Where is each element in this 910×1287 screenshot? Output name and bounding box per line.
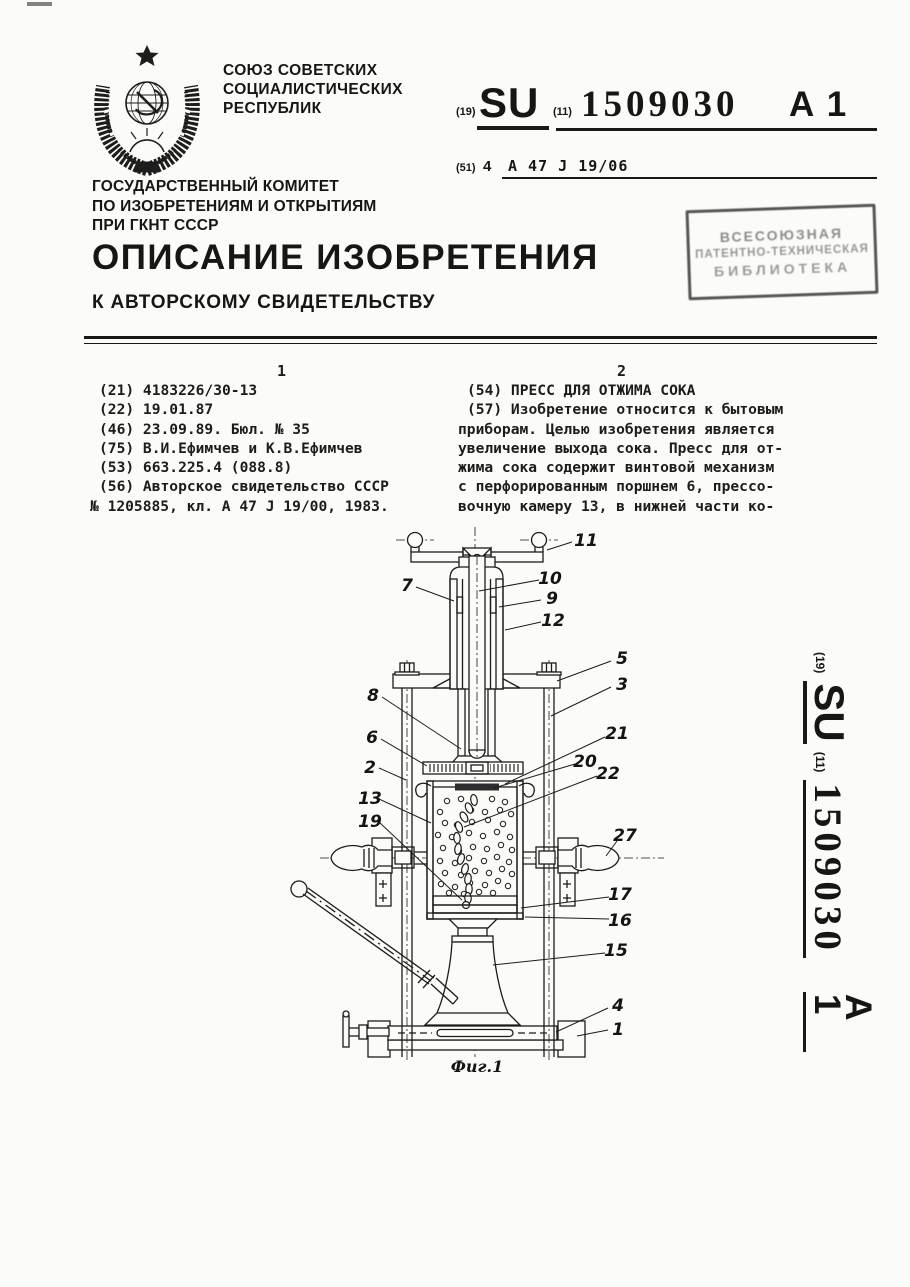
code-11-label: (11)	[553, 106, 572, 118]
figure-callout-8: 8	[367, 686, 379, 706]
committee-line: ГОСУДАРСТВЕННЫЙ КОМИТЕТ	[92, 178, 339, 195]
abstract-line: увеличение выхода сока. Пресс для от-	[458, 439, 784, 457]
callout-leader-line	[525, 917, 609, 919]
code-19-label: (19)	[456, 106, 476, 118]
committee-line: ПРИ ГКНТ СССР	[92, 217, 219, 234]
figure-callout-11: 11	[574, 531, 598, 551]
document-subtitle: К АВТОРСКОМУ СВИДЕТЕЛЬСТВУ	[92, 292, 436, 313]
union-name-block	[223, 61, 403, 118]
union-name-line: СОЮЗ СОВЕТСКИХ	[223, 62, 378, 79]
abstract-line: (54) ПРЕСС ДЛЯ ОТЖИМА СОКА	[467, 382, 696, 399]
publication-number: 1509030	[803, 780, 844, 958]
divider-rule-thin	[84, 343, 877, 344]
number-underline	[556, 128, 877, 131]
callout-leader-line	[379, 799, 431, 823]
figure-callout-21: 21	[605, 724, 629, 744]
biblio-line: (46) 23.09.89. Бюл. № 35	[99, 420, 310, 438]
figure-callout-15: 15	[604, 941, 628, 961]
abstract-line: приборам. Целью изобретения является	[458, 420, 775, 438]
figure-callout-27: 27	[613, 826, 637, 846]
column-number-right: 2	[617, 362, 627, 380]
stamp-line: ВСЕСОЮЗНАЯ	[719, 224, 844, 246]
figure-callout-19: 19	[358, 812, 382, 832]
figure-press-drawing	[270, 519, 670, 1081]
figure-callout-9: 9	[546, 589, 558, 609]
callout-leader-line	[557, 661, 611, 681]
screw-mechanism	[396, 533, 558, 764]
country-code: SU	[803, 681, 847, 743]
figure-callout-20: 20	[573, 752, 597, 772]
rotated-publication-code	[803, 652, 879, 1052]
figure-callout-7: 7	[401, 576, 413, 596]
abstract-line: вочную камеру 13, в нижней части ко-	[458, 497, 775, 515]
kind-code: A 1	[803, 992, 874, 1052]
abstract-line: (57) Изобретение относится к бытовым	[467, 401, 784, 419]
divider-rule-thick	[84, 336, 877, 339]
abstract-line: с перфорированным поршнем 6, прессо-	[458, 478, 775, 496]
pressing-chamber	[416, 781, 535, 919]
callout-leader-line	[505, 622, 541, 630]
ipc-underline	[502, 177, 877, 179]
side-clamp-left	[320, 838, 427, 906]
biblio-line: (53) 663.225.4 (088.8)	[99, 459, 293, 477]
callout-leader-line	[499, 600, 541, 607]
code-19-label: (19)	[813, 652, 828, 674]
callout-leader-line	[382, 697, 461, 749]
stamp-line: ПАТЕНТНО-ТЕХНИЧЕСКАЯ	[694, 242, 870, 262]
callout-leader-line	[381, 739, 427, 766]
scan-corner-mark	[27, 2, 52, 6]
figure-callout-13: 13	[358, 789, 382, 809]
figure-callout-16: 16	[608, 911, 632, 931]
callout-leader-line	[416, 587, 454, 601]
document-title: ОПИСАНИЕ ИЗОБРЕТЕНИЯ	[92, 238, 599, 277]
jack	[425, 928, 520, 1025]
figure-callout-1: 1	[612, 1020, 624, 1040]
abstract-column	[458, 381, 823, 516]
bibliographic-column	[90, 381, 455, 516]
code-51-label: (51)	[456, 162, 476, 174]
code-11-label: (11)	[813, 751, 828, 773]
ussr-coat-of-arms-emblem	[88, 40, 206, 178]
figure-callout-17: 17	[608, 885, 632, 905]
figure-callout-10: 10	[538, 569, 562, 589]
biblio-line: (22) 19.01.87	[99, 401, 214, 419]
figure-callout-12: 12	[541, 611, 565, 631]
ipc-edition: 4	[483, 158, 492, 175]
figure-callout-4: 4	[612, 996, 624, 1016]
callout-leader-line	[547, 542, 572, 550]
column-number-left: 1	[277, 362, 287, 380]
union-name-line: СОЦИАЛИСТИЧЕСКИХ	[223, 81, 403, 98]
perforated-piston	[423, 762, 523, 774]
committee-line: ПО ИЗОБРЕТЕНИЯМ И ОТКРЫТИЯМ	[92, 197, 377, 215]
country-code-underline	[477, 126, 549, 130]
callout-leader-line	[551, 687, 611, 716]
biblio-line: (21) 4183226/30-13	[99, 382, 258, 399]
biblio-line: (56) Авторское свидетельство СССР	[99, 478, 389, 496]
figure-callout-5: 5	[616, 649, 628, 669]
publication-number: 1509030	[581, 84, 739, 125]
kind-code: A 1	[789, 85, 849, 124]
stamp-line: БИБЛИОТЕКА	[713, 258, 852, 280]
abstract-line: жима сока содержит винтовой механизм	[458, 459, 775, 477]
drain-funnel	[449, 919, 497, 928]
figure-callout-22: 22	[596, 764, 620, 784]
biblio-line: (75) В.И.Ефимчев и К.В.Ефимчев	[99, 439, 363, 457]
union-name-line: РЕСПУБЛИК	[223, 100, 322, 117]
figure-caption: Фиг.1	[450, 1057, 504, 1076]
figure-callout-6: 6	[366, 728, 378, 748]
figure-callout-3: 3	[616, 675, 628, 695]
figure-callout-2: 2	[364, 758, 376, 778]
biblio-line: № 1205885, кл. A 47 J 19/00, 1983.	[90, 497, 389, 515]
ipc-class: A 47 J 19/06	[508, 157, 629, 175]
country-code: SU	[479, 79, 540, 126]
side-clamp-right	[522, 838, 664, 906]
committee-block	[92, 177, 377, 236]
library-stamp	[685, 204, 878, 301]
